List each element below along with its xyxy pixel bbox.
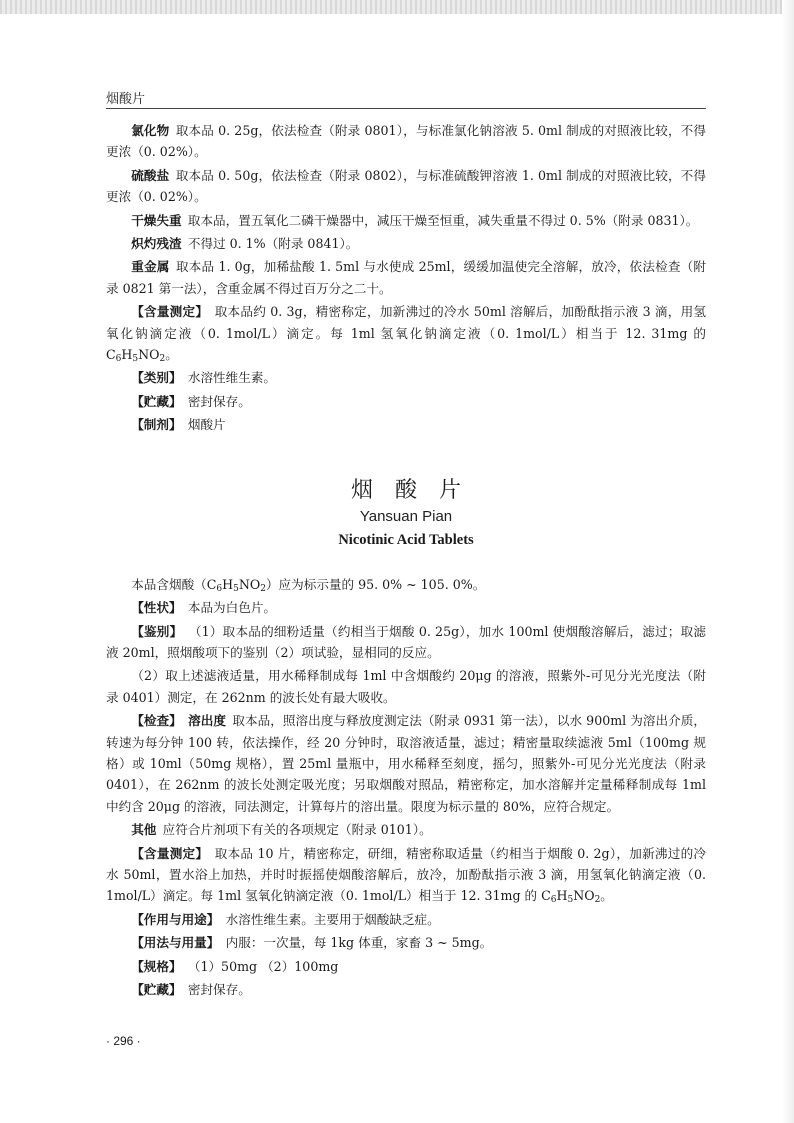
- heavy-metal-paragraph: [106, 256, 706, 299]
- formula-part: H: [556, 888, 568, 904]
- scan-right-edge: [782, 0, 794, 1123]
- page-number: · 296 ·: [106, 1034, 141, 1048]
- paragraph-text: 取本品，照溶出度与释放度测定法（附录 0931 第一法），以水 900ml 为溶出介质，转速为每分钟 100 转，依法操作，经 20 分钟时，取溶液适量，滤过；精密量取续滤液 5ml（100mg 规格）或 10ml（50mg 规格），置 25ml 量瓶中，用水稀释至刻度，摇匀，照紫外-可见分光光度法（附录 0401），在 262nm 的波长处测定吸光度；另取烟酸对照品，精密称定，加水溶解并定量稀释制成每 1ml 中约含 20μg 的溶液，同法测定，计算每片的溶出量。限度为标示量的 80%，应符合规定。: [106, 713, 707, 814]
- section-label: 【类别】: [131, 370, 182, 386]
- formula-part: C: [106, 347, 116, 363]
- section-label: 硫酸盐: [131, 167, 170, 183]
- section-label: 【含量测定】: [131, 845, 209, 861]
- tablet-assay-paragraph: [106, 843, 706, 907]
- paragraph-text: 烟酸片: [187, 417, 226, 433]
- preparation-paragraph: [106, 414, 706, 435]
- formula-part: H: [121, 347, 133, 363]
- monograph-title-block: [106, 476, 706, 552]
- page-content: [106, 120, 706, 1002]
- paragraph-text: 本品为白色片。: [187, 600, 277, 616]
- category-paragraph: [106, 367, 706, 388]
- formula-part: NO: [138, 347, 160, 363]
- subsection-label: 其他: [131, 822, 157, 838]
- paragraph-text: 水溶性维生素。主要用于烟酸缺乏症。: [225, 911, 440, 927]
- formula-part: NO: [573, 888, 595, 904]
- paragraph-text: 本品含烟酸（: [131, 576, 207, 592]
- formula-subscript: 2: [594, 895, 601, 906]
- paragraph-text: （1）取本品的细粉适量（约相当于烟酸 0. 25g），加水 100ml 使烟酸溶解后，滤过；取滤液 20ml，照烟酸项下的鉴别（2）项试验，显相同的反应。: [106, 623, 706, 660]
- sulfate-paragraph: [106, 165, 706, 208]
- paragraph-text: 取本品约 0. 3g，精密称定，加新沸过的冷水 50ml 溶解后，加酚酞指示液 3 滴，用氢氧化钠滴定液（0. 1mol/L）滴定。每 1ml 氢氧化钠滴定液（0. 1mol/L）相当于 12. 31mg 的: [106, 304, 706, 341]
- paragraph-text: 不得过 0. 1%（附录 0841）。: [187, 236, 359, 252]
- dissolution-paragraph: [106, 710, 706, 817]
- section-label: 【规格】: [131, 958, 182, 974]
- formula-part: H: [222, 576, 234, 592]
- specification-paragraph: [106, 956, 706, 977]
- description-paragraph: [106, 597, 706, 618]
- paragraph-text: 应符合片剂项下有关的各项规定（附录 0101）。: [162, 822, 432, 838]
- identification-1-paragraph: [106, 621, 706, 664]
- paragraph-text: 密封保存。: [187, 982, 251, 997]
- storage-paragraph: [106, 391, 706, 412]
- section-label: 【作用与用途】: [131, 911, 220, 927]
- section-label: 【检查】: [131, 713, 182, 729]
- section-label: 【鉴别】: [131, 623, 183, 639]
- formula-part: C: [541, 888, 551, 904]
- paragraph-end: 。: [165, 347, 178, 363]
- drying-loss-paragraph: [106, 210, 706, 231]
- paragraph-text: 密封保存。: [187, 393, 251, 409]
- ignition-residue-paragraph: [106, 233, 706, 254]
- paragraph-text: 水溶性维生素。: [187, 370, 277, 386]
- section-label: 【含量测定】: [131, 304, 209, 320]
- section-label: 【用法与用量】: [131, 935, 220, 951]
- monograph-title-english: Nicotinic Acid Tablets: [338, 531, 474, 548]
- section-label: 氯化物: [131, 123, 170, 138]
- formula-part: NO: [238, 576, 261, 592]
- tablet-storage-paragraph: [106, 979, 706, 1000]
- subsection-label: 溶出度: [188, 713, 227, 729]
- paragraph-text: ）应为标示量的 95. 0% ~ 105. 0%。: [265, 576, 486, 592]
- dosage-paragraph: [106, 932, 706, 953]
- section-label: 干燥失重: [131, 212, 182, 228]
- content-statement: [106, 574, 706, 595]
- action-paragraph: [106, 909, 706, 930]
- section-label: 炽灼残渣: [131, 236, 182, 252]
- formula-subscript: 5: [132, 354, 139, 365]
- formula-subscript: 6: [115, 354, 122, 365]
- paragraph-text: 取本品，置五氧化二磷干燥器中，减压干燥至恒重，减失重量不得过 0. 5%（附录 0831）。: [187, 212, 699, 228]
- formula-subscript: 2: [260, 583, 266, 594]
- header-rule: [106, 108, 706, 109]
- paragraph-text: 取本品 1. 0g，加稀盐酸 1. 5ml 与水使成 25ml，缓缓加温使完全溶解，放冷，依法检查（附录 0821 第一法），含重金属不得过百万分之二十。: [106, 259, 707, 296]
- paragraph-text: 取本品 0. 25g，依法检查（附录 0801），与标准氯化钠溶液 5. 0ml 制成的对照液比较，不得更浓（0. 02%）。: [106, 123, 707, 160]
- section-label: 【性状】: [131, 600, 182, 616]
- identification-2-paragraph: （2）取上述滤液适量，用水稀释制成每 1ml 中含烟酸约 20μg 的溶液，照紫外-可见分光光度法（附录 0401）测定，在 262nm 的波长处有最大吸收。: [106, 668, 706, 705]
- paragraph-text: 内服：一次量，每 1kg 体重，家畜 3 ~ 5mg。: [225, 935, 493, 951]
- chloride-paragraph: [106, 120, 706, 163]
- formula-subscript: 5: [233, 583, 239, 594]
- section-label: 【贮藏】: [131, 393, 182, 409]
- paragraph-text: （1）50mg （2）100mg: [187, 958, 339, 974]
- formula-subscript: 6: [216, 583, 223, 594]
- section-label: 【制剂】: [131, 417, 182, 433]
- assay-paragraph: [106, 301, 706, 365]
- paragraph-text: 取本品 0. 50g，依法检查（附录 0802），与标准硫酸钾溶液 1. 0ml 制成的对照液比较，不得更浓（0. 02%）。: [106, 167, 707, 205]
- scan-top-band: [0, 0, 794, 14]
- formula-subscript: 6: [550, 895, 557, 906]
- formula-subscript: 5: [567, 895, 574, 906]
- section-label: 重金属: [131, 259, 170, 275]
- monograph-title-pinyin: Yansuan Pian: [359, 507, 453, 525]
- formula-subscript: 2: [159, 354, 166, 365]
- section-label: 【贮藏】: [131, 982, 182, 997]
- paragraph-end: 。: [600, 888, 613, 904]
- monograph-title-chinese: 烟酸片: [350, 477, 483, 503]
- running-head: 烟酸片: [106, 92, 146, 107]
- paragraph-text: 取本品 10 片，精密称定，研细，精密称取适量（约相当于烟酸 0. 2g），加新沸过的冷水 50ml，置水浴上加热，并时时振摇使烟酸溶解后，放冷，加酚酞指示液 3 滴，用氢氧化钠滴定液（0. 1mol/L）滴定。每 1ml 氢氧化钠滴定液（0. 1mol/L）相当于 12. 31mg 的: [106, 845, 707, 904]
- formula-part: C: [206, 576, 217, 592]
- others-paragraph: [106, 819, 706, 840]
